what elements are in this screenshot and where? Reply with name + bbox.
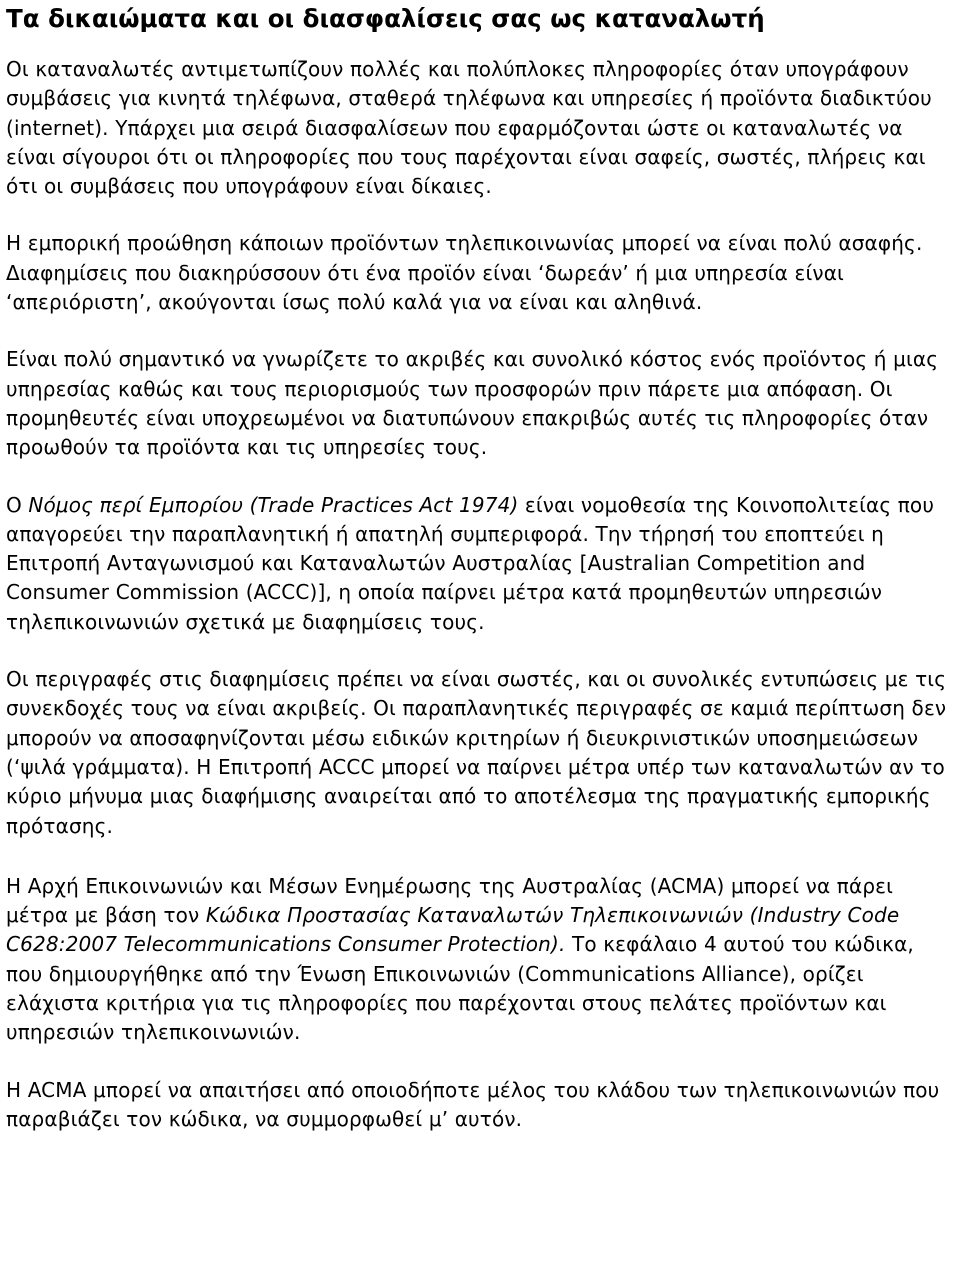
paragraph-acma-compliance: Η ACMA μπορεί να απαιτήσει από οποιοδήποτε μέλος του κλάδου των τηλεπικοινωνιών που παραβιάζει τον κώδικα, να συμμορφωθεί μ’ αυτόν. — [6, 1077, 940, 1131]
paragraph-advertising-descriptions: Οι περιγραφές στις διαφημίσεις πρέπει να είναι σωστές, και οι συνολικές εντυπώσεις με τις συνεκδοχές τους να είναι ακριβείς. Οι παραπλανητικές περιγραφές σε καμιά περίπτωση δεν μπορούν να αποσαφηνίζονται μέσω ειδικών κριτηρίων ή διευκρινιστικών υποσημειώσεων (‘ψιλά γράμματα). Η Επιτροπή ACCC μπορεί να παίρνει μέτρα υπέρ των καταναλωτών αν το κύριο μήνυμα μιας διαφήμισης αναιρείται από το αποτέλεσμα της πραγματικής εμπορικής πρότασης. — [6, 667, 947, 838]
paragraph-lead-text: Η Αρχή Επικοινωνιών και Μέσων Ενημέρωσης της Αυστραλίας (ACMA) μπορεί να πάρει μέτρα με βάση τον — [6, 873, 894, 928]
paragraph-body-text: Το κεφάλαιο 4 αυτού του κώδικα, που δημιουργήθηκε από την Ένωση Επικοινωνιών (Communications Alliance), ορίζει ελάχιστα κριτήρια για τις πληροφορίες που παρέχονται στους πελάτες προϊόντων και υπηρεσιών τηλεπικοινωνιών. — [6, 932, 914, 1045]
code-title: Κώδικα Προστασίας Καταναλωτών Τηλεπικοινωνιών (Industry Code C628:2007 Telecommunications Consumer Protection). — [6, 903, 900, 957]
paragraph-acma-code — [6, 872, 954, 1048]
paragraph-intro: Οι καταναλωτές αντιμετωπίζουν πολλές και πολύπλοκες πληροφορίες όταν υπογράφουν συμβάσεις για κινητά τηλέφωνα, σταθερά τηλέφωνα και υπηρεσίες ή προϊόντα διαδικτύου (internet). Υπάρχει μια σειρά διασφαλίσεων που εφαρμόζονται ώστε οι καταναλωτές να είναι σίγουροι ότι οι πληροφορίες που τους παρέχονται είναι σαφείς, σωστές, πλήρεις και ότι οι συμβάσεις που υπογράφουν είναι δίκαιες. — [6, 57, 932, 199]
paragraph-lead-text: Ο — [6, 492, 29, 517]
paragraph-total-cost: Είναι πολύ σημαντικό να γνωρίζετε το ακριβές και συνολικό κόστος ενός προϊόντος ή μιας υπηρεσίας καθώς και τους περιορισμούς των προσφορών πριν πάρετε μια απόφαση. Οι προμηθευτές είναι υποχρεωμένοι να διατυπώνουν επακριβώς αυτές τις πληροφορίες όταν προωθούν τα προϊόντα και τις υπηρεσίες τους. — [6, 347, 939, 460]
paragraph-promotion: Η εμπορική προώθηση κάποιων προϊόντων τηλεπικοινωνίας μπορεί να είναι πολύ ασαφής. Διαφημίσεις που διακηρύσσουν ότι ένα προϊόν είναι ‘δωρεάν’ ή μια υπηρεσία είναι ‘απεριόριστη’, ακούγονται ίσως πολύ καλά για να είναι και αληθινά. — [6, 231, 923, 315]
paragraph-body-text: είναι νομοθεσία της Κοινοπολιτείας που απαγορεύει την παραπλανητική ή απατηλή συμπεριφορά. Την τήρησή του εποπτεύει η Επιτροπή Ανταγωνισμού και Καταναλωτών Αυστραλίας [Australian Competition and Consumer Commission (ACCC)], η οποία παίρνει μέτρα κατά προμηθευτών υπηρεσιών τηλεπικοινωνιών σχετικά με διαφημίσεις τους. — [6, 492, 935, 634]
paragraph-trade-practices-act — [6, 491, 954, 637]
page-title: Τα δικαιώματα και οι διασφαλίσεις σας ως καταναλωτή — [6, 4, 765, 33]
law-title: Νόμος περί Εμπορίου (Trade Practices Act 1974) — [28, 492, 519, 517]
